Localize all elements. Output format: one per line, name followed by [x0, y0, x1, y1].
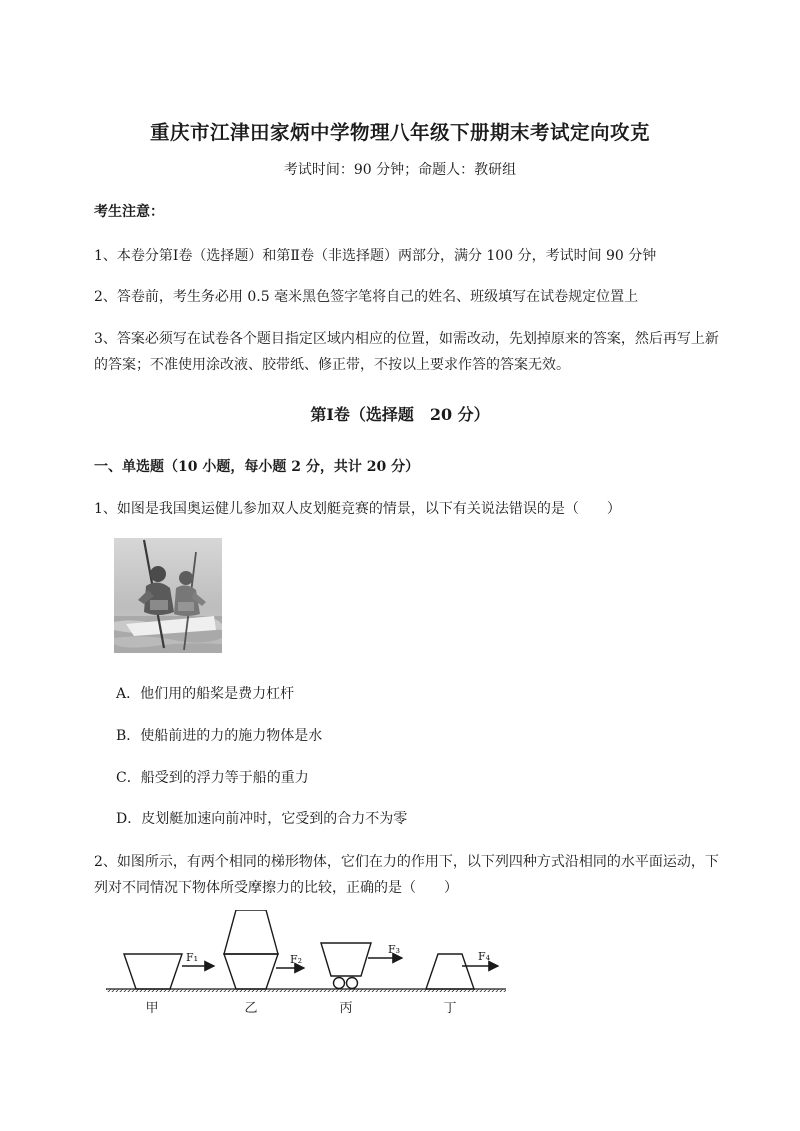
notice-heading: 考生注意： — [94, 204, 164, 220]
question-1-stem: 1、如图是我国奥运健儿参加双人皮划艇竞赛的情景，以下有关说法错误的是（ ） — [94, 501, 621, 517]
part-heading: 一、单选题（10 小题，每小题 2 分，共计 20 分） — [94, 459, 420, 475]
force-label-f4: F₄ — [478, 950, 491, 963]
caption-bing: 丙 — [339, 1001, 353, 1016]
caption-jia: 甲 — [145, 1001, 159, 1016]
kayak-photo — [114, 538, 222, 653]
question-2-stem-line-2: 列对不同情况下物体所受摩擦力的比较，正确的是（ ） — [94, 880, 458, 896]
caption-yi: 乙 — [244, 1001, 258, 1016]
caption-ding: 丁 — [443, 1001, 457, 1016]
notice-item-1: 1、本卷分第Ⅰ卷（选择题）和第Ⅱ卷（非选择题）两部分，满分 100 分，考试时间 90 分钟 — [94, 248, 657, 264]
notice-item-2: 2、答卷前，考生务必用 0.5 毫米黑色签字笔将自己的姓名、班级填写在试卷规定位置上 — [94, 289, 639, 305]
force-label-f2: F₂ — [290, 953, 303, 966]
force-label-f3: F₃ — [388, 943, 401, 956]
exam-subtitle: 考试时间：90 分钟；命题人：教研组 — [283, 162, 517, 178]
notice-item-3-continued: 的答案；不准使用涂改液、胶带纸、修正带，不按以上要求作答的答案无效。 — [94, 357, 570, 373]
question-1-option-a[interactable]: A．他们用的船桨是费力杠杆 — [116, 686, 295, 702]
question-1-option-c[interactable]: C．船受到的浮力等于船的重力 — [116, 770, 309, 786]
figure-yi — [224, 910, 304, 989]
force-label-f1: F₁ — [186, 951, 199, 964]
question-1-option-d[interactable]: D．皮划艇加速向前冲时，它受到的合力不为零 — [116, 811, 408, 827]
notice-item-3: 3、答案必须写在试卷各个题目指定区域内相应的位置，如需改动，先划掉原来的答案，然后再写上新 — [94, 331, 719, 347]
exam-title: 重庆市江津田家炳中学物理八年级下册期末考试定向攻克 — [149, 121, 650, 144]
section-title: 第Ⅰ卷（选择题 20 分） — [310, 405, 490, 424]
figure-jia — [124, 954, 214, 989]
question-1-option-b[interactable]: B．使船前进的力的施力物体是水 — [116, 728, 323, 744]
friction-figure — [106, 910, 506, 1020]
question-2-stem-line-1: 2、如图所示，有两个相同的梯形物体，它们在力的作用下，以下列四种方式沿相同的水平面运动，下 — [94, 854, 719, 870]
